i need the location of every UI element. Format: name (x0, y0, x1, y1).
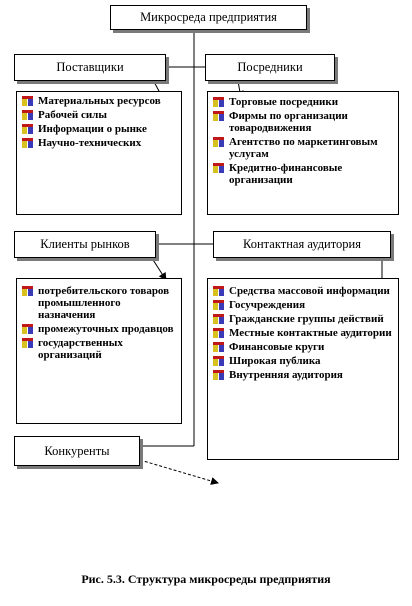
book-icon (22, 286, 33, 296)
clients-list (20, 285, 178, 421)
competitors-title: Конкуренты (44, 444, 110, 458)
list-item: Средства массовой информации (211, 285, 395, 297)
book-icon (213, 328, 224, 338)
list-item: Рабочей силы (20, 109, 178, 121)
list-item: потребительского товаров промышленного назначения (20, 285, 178, 321)
suppliers-list-box (16, 91, 182, 215)
intermediaries-list (211, 96, 395, 212)
book-icon (22, 96, 33, 106)
list-item: Торговые посредники (211, 96, 395, 108)
book-icon (22, 138, 33, 148)
list-item: Материальных ресурсов (20, 95, 178, 107)
book-icon (213, 300, 224, 310)
audience-header (213, 231, 391, 258)
competitors-box (14, 436, 140, 466)
book-icon (213, 342, 224, 352)
list-item: Местные контактные аудитории (211, 327, 395, 339)
list-item: Научно-технических (20, 137, 178, 149)
book-icon (213, 111, 224, 121)
list-item: Гражданские группы действий (211, 313, 395, 325)
book-icon (213, 163, 224, 173)
list-item: Внутренняя аудитория (211, 369, 395, 381)
audience-list (211, 285, 395, 457)
book-icon (213, 356, 224, 366)
book-icon (22, 324, 33, 334)
list-item: Кредитно-финансовые организации (211, 162, 395, 186)
list-item: Госучреждения (211, 299, 395, 311)
clients-list-box (16, 278, 182, 424)
intermediaries-list-box (207, 91, 399, 215)
book-icon (22, 110, 33, 120)
list-item: Фирмы по организации товародвижения (211, 110, 395, 134)
clients-title: Клиенты рынков (40, 237, 130, 251)
book-icon (22, 338, 33, 348)
book-icon (213, 97, 224, 107)
suppliers-list (20, 95, 178, 213)
book-icon (213, 370, 224, 380)
list-item: государственных организаций (20, 337, 178, 361)
book-icon (213, 137, 224, 147)
intermediaries-title: Посредники (237, 60, 303, 74)
book-icon (213, 286, 224, 296)
audience-list-box (207, 278, 399, 460)
root-box (110, 5, 307, 30)
suppliers-title: Поставщики (56, 60, 124, 74)
audience-title: Контактная аудитория (243, 237, 361, 251)
list-item: Широкая публика (211, 355, 395, 367)
list-item: Информации о рынке (20, 123, 178, 135)
figure-caption: Рис. 5.3. Структура микросреды предприятия (81, 572, 331, 586)
root-title: Микросреда предприятия (140, 10, 277, 24)
intermediaries-header (205, 54, 335, 81)
suppliers-header (14, 54, 166, 81)
book-icon (22, 124, 33, 134)
list-item: промежуточных продавцов (20, 323, 178, 335)
clients-header (14, 231, 156, 258)
list-item: Финансовые круги (211, 341, 395, 353)
book-icon (213, 314, 224, 324)
list-item: Агентство по маркетинговым услугам (211, 136, 395, 160)
competitors-arrow (140, 460, 218, 483)
